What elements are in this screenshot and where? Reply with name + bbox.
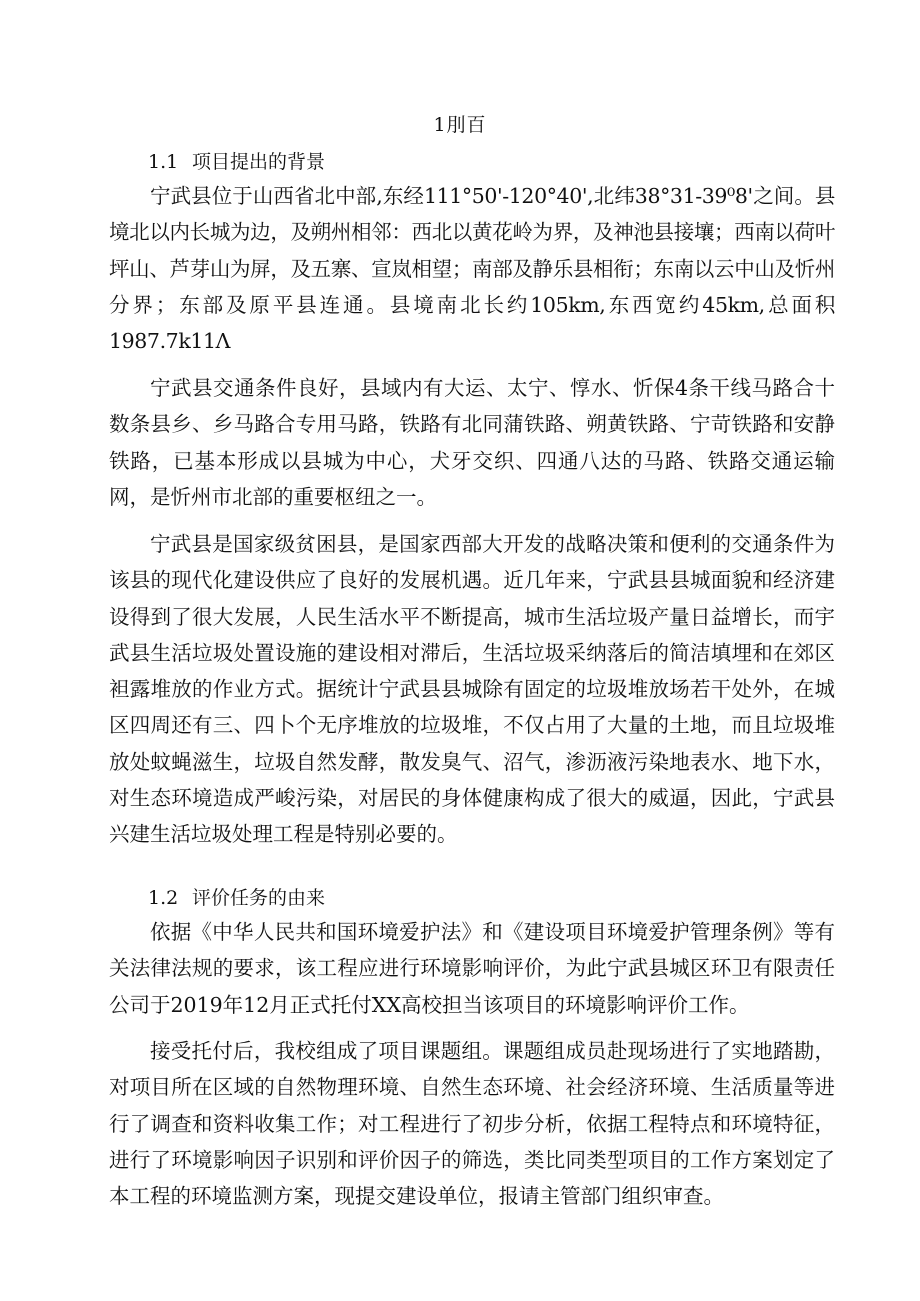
section-heading-1-1 <box>148 147 325 174</box>
paragraph-legal-basis: 依据《中华人民共和国环境爱护法》和《建设项目环境爱护管理条例》等有关法律法规的要求，该工程应进行环境影响评价，为此宁武县城区环卫有限责任公司于2019年12月正式托付XX高校担当该项目的环境影响评价工作。 <box>109 920 835 1017</box>
chapter-title: 1刖百 <box>433 114 487 136</box>
section-heading-1-2 <box>148 883 325 910</box>
section-title: 项目提出的背景 <box>192 151 326 173</box>
paragraph-background: 宁武县是国家级贫困县，是国家西部大开发的战略决策和便利的交通条件为该县的现代化建设供应了良好的发展机遇。近几年来，宁武县县城面貌和经济建设得到了很大发展，人民生活水平不断提高，城市生活垃圾产量日益增长，而宇武县生活垃圾处置设施的建设相对滞后，生活垃圾采纳落后的简洁填埋和在郊区袒露堆放的作业方式。据统计宁武县县城除有固定的垃圾堆放场若干处外，在城区四周还有三、四卜个无序堆放的垃圾堆，不仅占用了大量的土地，而且垃圾堆放处蚊蝇滋生，垃圾自然发酵，散发臭气、沼气，渗沥液污染地表水、地下水，对生态环境造成严峻污染，对居民的身体健康构成了很大的威逼，因此，宁武县兴建生活垃圾处理工程是特别必要的。 <box>109 532 835 847</box>
section-title: 评价任务的由来 <box>192 887 326 909</box>
section-number: 1.2 <box>148 887 179 909</box>
section-number: 1.1 <box>148 151 179 173</box>
paragraph-location: 宁武县位于山西省北中部,东经111°50'-120°40',北纬38°31-39⁰8'之间。县境北以内长城为边，及朔州相邻：西北以黄花岭为界，及神池县接壤；西南以荷叶坪山、芦芽山为屏，及五寨、宣岚相望；南部及静乐县相衔；东南以云中山及忻州分界；东部及原平县连通。县境南北长约105km,东西宽约45km,总面积1987.7k11Λ <box>109 184 835 354</box>
paragraph-work-process: 接受托付后，我校组成了项目课题组。课题组成员赴现场进行了实地踏勘，对项目所在区域的自然物理环境、自然生态环境、社会经济环境、生活质量等进行了调查和资料收集工作；对工程进行了初步分析，依据工程特点和环境特征，进行了环境影响因子识别和评价因子的筛选，类比同类型项目的工作方案划定了本工程的环境监测方案，现提交建设单位，报请主管部门组织审查。 <box>109 1039 835 1209</box>
paragraph-transportation: 宁武县交通条件良好，县域内有大运、太宁、惇水、忻保4条干线马路合十数条县乡、乡马路合专用马路，铁路有北同蒲铁路、朔黄铁路、宁苛铁路和安静铁路，已基本形成以县城为中心，犬牙交织、四通八达的马路、铁路交通运输网，是忻州市北部的重要枢纽之一。 <box>109 376 835 509</box>
